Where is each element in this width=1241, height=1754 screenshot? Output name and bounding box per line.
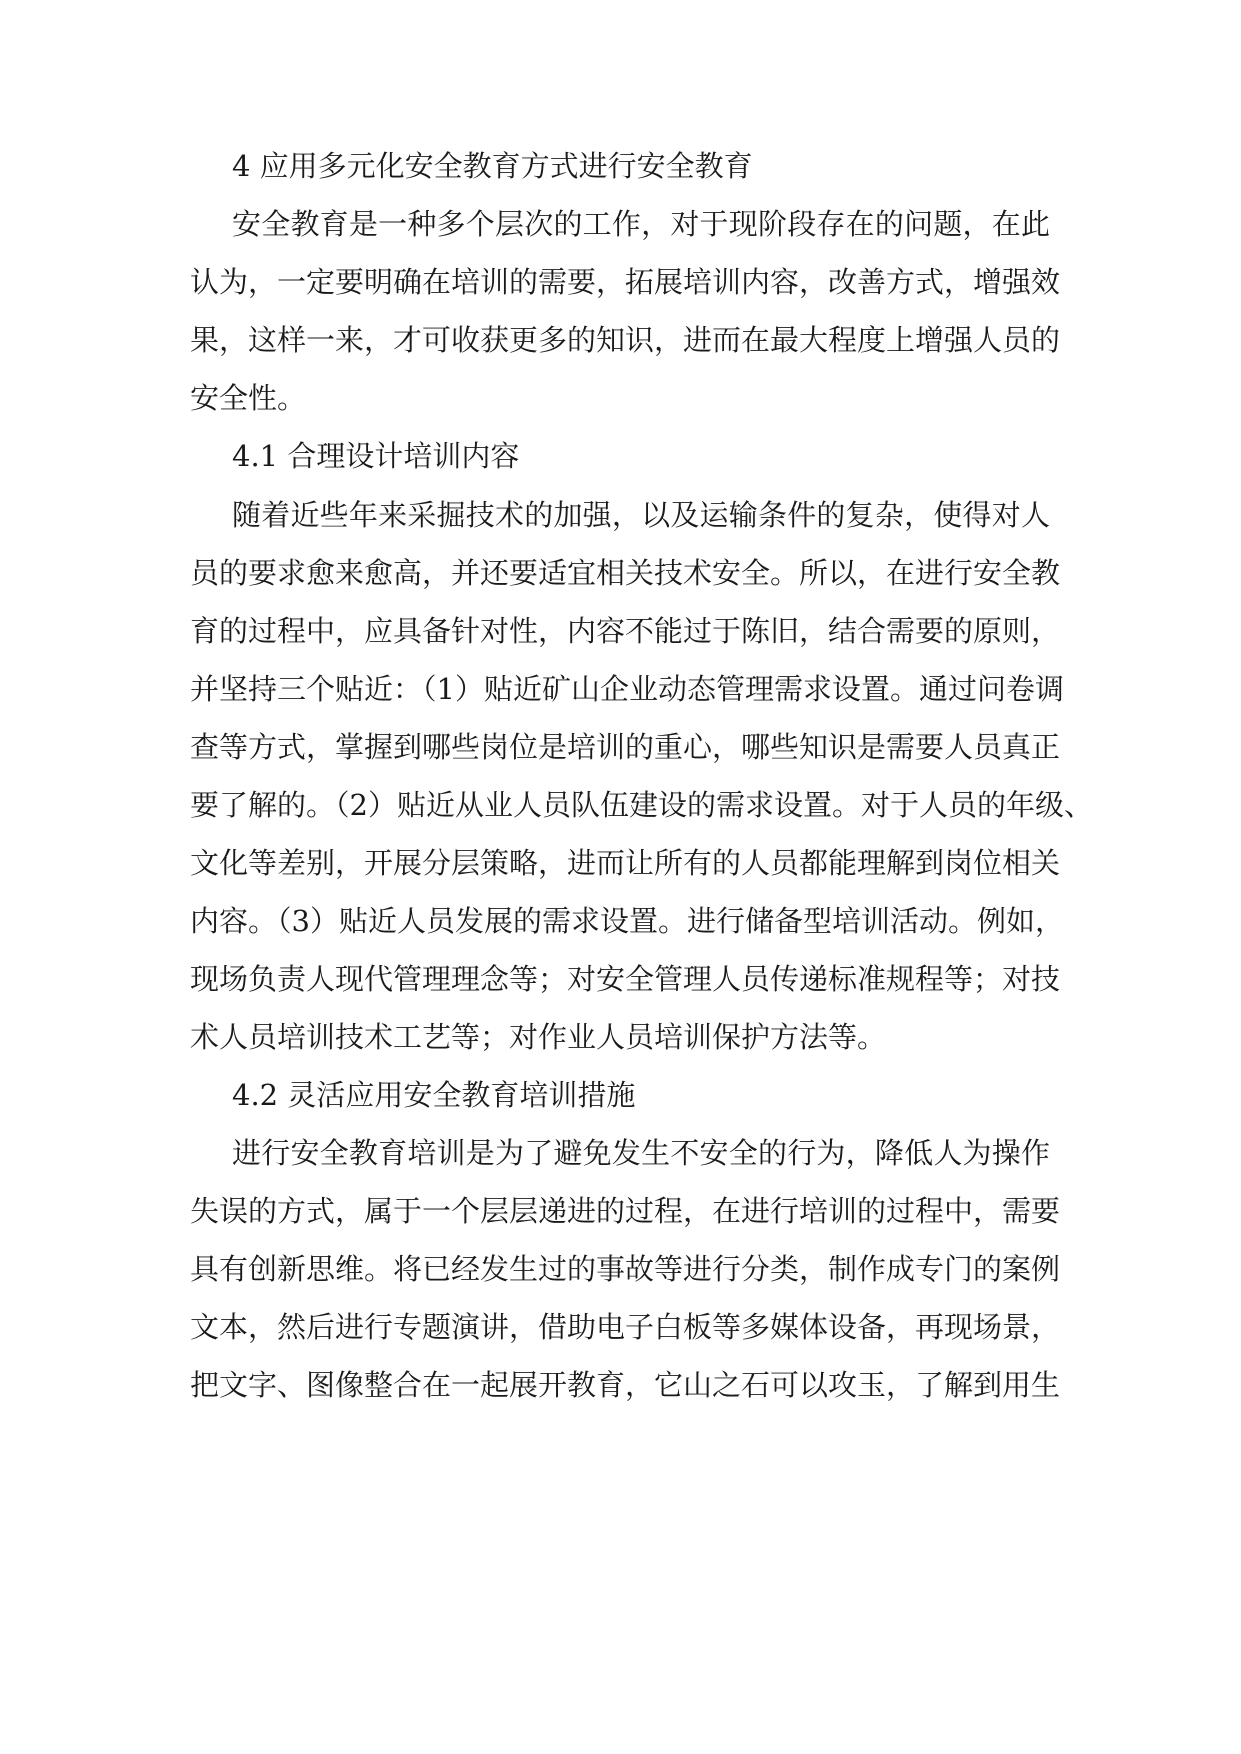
- paragraph-line: 现场负责人现代管理理念等；对安全管理人员传递标准规程等；对技: [190, 962, 1061, 996]
- paragraph-line: 认为，一定要明确在培训的需要，拓展培训内容，改善方式，增强效: [190, 265, 1061, 299]
- paragraph-line: 文本，然后进行专题演讲，借助电子白板等多媒体设备，再现场景，: [190, 1310, 1061, 1344]
- section-4-2-heading: 4.2 灵活应用安全教育培训措施: [232, 1078, 636, 1112]
- paragraph-line: 失误的方式，属于一个层层递进的过程，在进行培训的过程中，需要: [190, 1194, 1061, 1228]
- paragraph-line: 内容。（3）贴近人员发展的需求设置。进行储备型培训活动。例如，: [190, 904, 1064, 938]
- paragraph-line: 安全教育是一种多个层次的工作，对于现阶段存在的问题，在此: [232, 207, 1050, 241]
- paragraph-line: 进行安全教育培训是为了避免发生不安全的行为，降低人为操作: [232, 1136, 1050, 1170]
- paragraph-line: 把文字、图像整合在一起展开教育，它山之石可以攻玉，了解到用生: [190, 1368, 1061, 1402]
- section-4-1-heading: 4.1 合理设计培训内容: [232, 439, 520, 473]
- paragraph-line: 随着近些年来采掘技术的加强，以及运输条件的复杂，使得对人: [232, 498, 1050, 532]
- paragraph-line: 术人员培训技术工艺等；对作业人员培训保护方法等。: [190, 1020, 887, 1054]
- paragraph-line: 查等方式，掌握到哪些岗位是培训的重心，哪些知识是需要人员真正: [190, 730, 1061, 764]
- paragraph-line: 文化等差别，开展分层策略，进而让所有的人员都能理解到岗位相关: [190, 846, 1061, 880]
- paragraph-line: 具有创新思维。将已经发生过的事故等进行分类，制作成专门的案例: [190, 1252, 1061, 1286]
- paragraph-line: 育的过程中，应具备针对性，内容不能过于陈旧，结合需要的原则，: [190, 614, 1061, 648]
- paragraph-line: 要了解的。（2）贴近从业人员队伍建设的需求设置。对于人员的年级、: [190, 788, 1093, 822]
- paragraph-line: 员的要求愈来愈高，并还要适宜相关技术安全。所以，在进行安全教: [190, 556, 1061, 590]
- paragraph-line: 并坚持三个贴近：（1）贴近矿山企业动态管理需求设置。通过问卷调: [190, 672, 1064, 706]
- section-4-heading: 4 应用多元化安全教育方式进行安全教育: [232, 149, 753, 183]
- paragraph-line: 安全性。: [190, 381, 307, 415]
- paragraph-line: 果，这样一来，才可收获更多的知识，进而在最大程度上增强人员的: [190, 323, 1061, 357]
